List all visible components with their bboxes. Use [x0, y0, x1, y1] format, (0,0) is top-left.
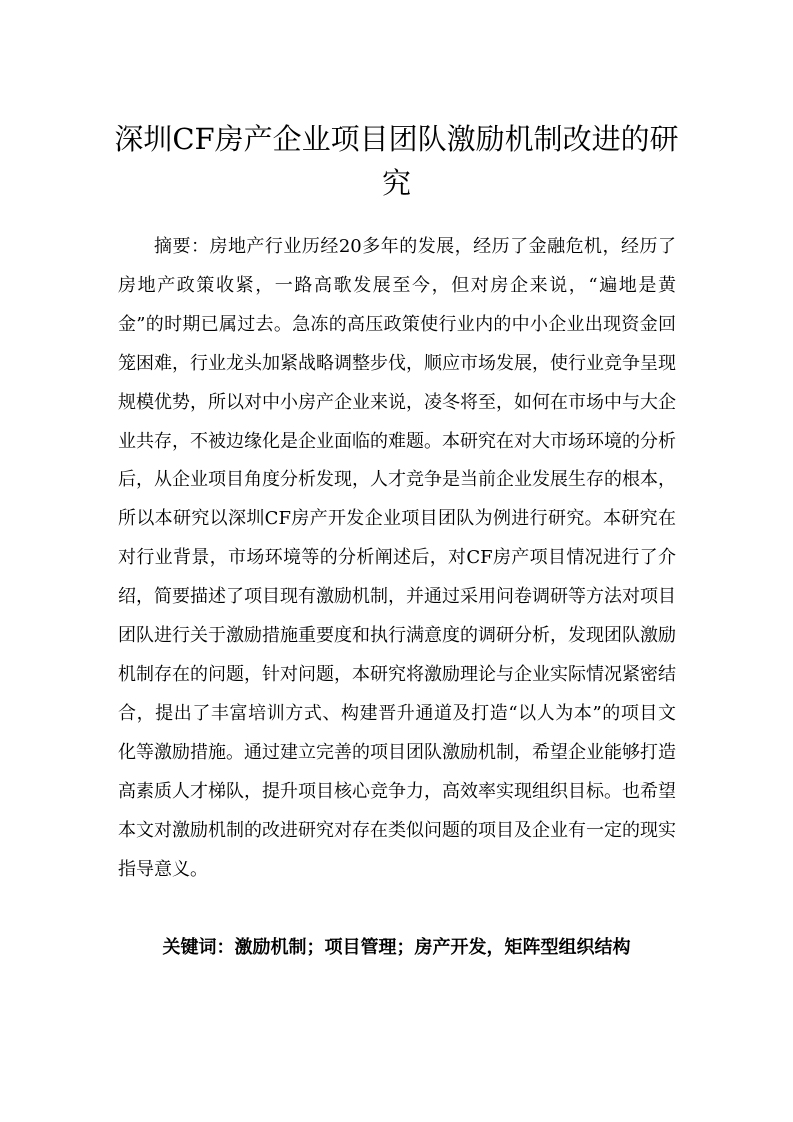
- document-title: 深圳CF房产企业项目团队激励机制改进的研究: [114, 122, 679, 200]
- abstract-paragraph: 摘要：房地产行业历经20多年的发展，经历了金融危机，经历了房地产政策收紧，一路高歌发展至今，但对房企来说，“遍地是黄金”的时期已属过去。急冻的高压政策使行业内的中小企业出现资金回笼困难，行业龙头加紧战略调整步伐，顺应市场发展，使行业竞争呈现规模优势，所以对中小房产企业来说，凌冬将至，如何在市场中与大企业共存，不被边缘化是企业面临的难题。本研究在对大市场环境的分析后，从企业项目角度分析发现，人才竞争是当前企业发展生存的根本，所以本研究以深圳CF房产开发企业项目团队为例进行研究。本研究在对行业背景，市场环境等的分析阐述后，对CF房产项目情况进行了介绍，简要描述了项目现有激励机制，并通过采用问卷调研等方法对项目团队进行关于激励措施重要度和执行满意度的调研分析，发现团队激励机制存在的问题，针对问题，本研究将激励理论与企业实际情况紧密结合，提出了丰富培训方式、构建晋升通道及打造“以人为本”的项目文化等激励措施。通过建立完善的项目团队激励机制，希望企业能够打造高素质人才梯队，提升项目核心竞争力，高效率实现组织目标。也希望本文对激励机制的改进研究对存在类似问题的项目及企业有一定的现实指导意义。: [118, 236, 676, 880]
- keywords-line: 关键词：激励机制；项目管理；房产开发，矩阵型组织结构: [162, 937, 631, 958]
